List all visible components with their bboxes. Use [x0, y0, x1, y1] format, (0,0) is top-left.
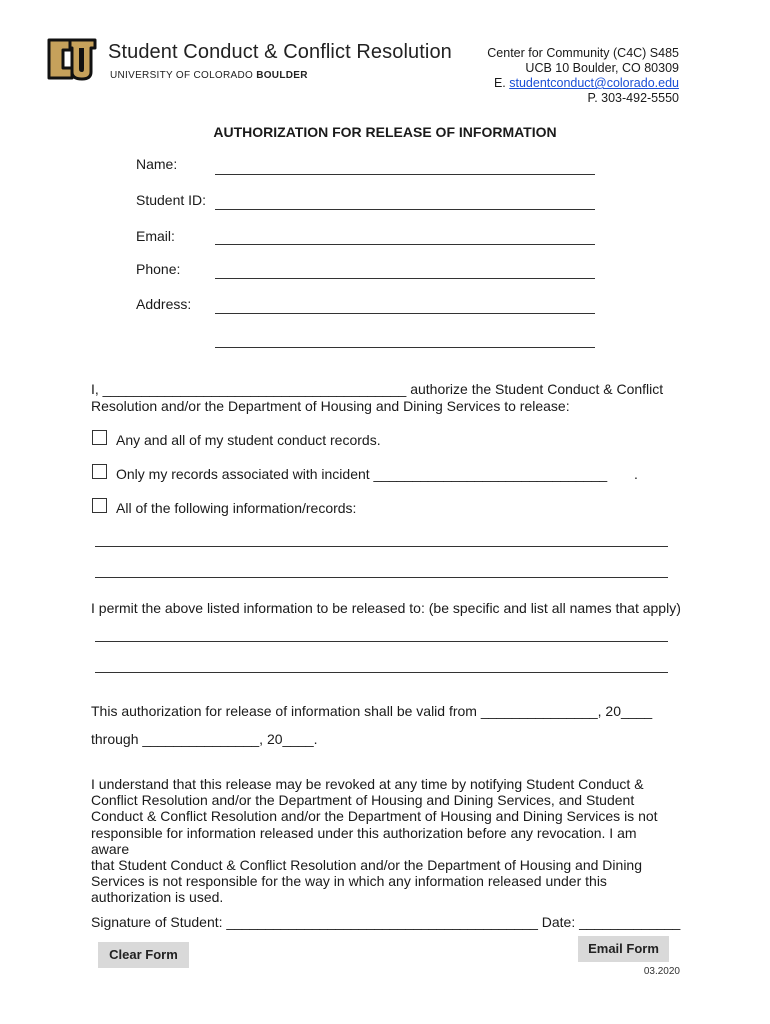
contact-block: Center for Community (C4C) S485 UCB 10 Boulder, CO 80309 E. studentconduct@colorado.edu P. 303-492-5550 [487, 46, 679, 105]
address-label: Address: [136, 296, 192, 312]
revocation-line: Conflict Resolution and/or the Department of Housing and Dining Services, and Student [91, 792, 635, 809]
student-id-field[interactable] [215, 209, 595, 210]
phone-label: Phone: [136, 261, 181, 277]
revocation-line: I understand that this release may be revoked at any time by notifying Student Conduct & [91, 776, 644, 792]
records-field-line1[interactable] [95, 546, 668, 547]
university-name: UNIVERSITY OF COLORADO BOULDER [110, 70, 308, 81]
all-records-checkbox[interactable] [92, 430, 107, 445]
revocation-line: authorization is used. [91, 889, 224, 906]
authorize-text-line2: Resolution and/or the Department of Housing and Dining Services to release: [91, 398, 570, 414]
recipients-field-line2[interactable] [95, 672, 668, 673]
address-field-line2[interactable] [215, 347, 595, 348]
student-id-label: Student ID: [136, 192, 207, 208]
contact-address-line1: Center for Community (C4C) S485 [487, 46, 679, 60]
revocation-line: responsible for information released under this authorization before any revocation. I am aware [91, 824, 637, 857]
incident-records-checkbox[interactable] [92, 464, 107, 479]
clear-form-button[interactable]: Clear Form [98, 942, 189, 968]
following-records-checkbox[interactable] [92, 498, 107, 513]
name-field[interactable] [215, 174, 595, 175]
department-name: Student Conduct & Conflict Resolution [108, 41, 452, 63]
form-version: 03.2020 [643, 966, 680, 977]
all-records-label: Any and all of my student conduct records. [116, 432, 381, 448]
authorize-text-line1: I, _______________________________________ authorize the Student Conduct & Conflict [91, 381, 664, 397]
incident-period: . [634, 466, 638, 482]
address-field-line1[interactable] [215, 313, 595, 314]
valid-from-text: This authorization for release of information shall be valid from _______________, 20____ [91, 703, 653, 719]
contact-address-line2: UCB 10 Boulder, CO 80309 [525, 61, 679, 75]
email-label: Email: [136, 228, 175, 244]
recipients-field-line1[interactable] [95, 641, 668, 642]
form-title: AUTHORIZATION FOR RELEASE OF INFORMATION [213, 124, 557, 140]
permit-text: I permit the above listed information to be released to: (be specific and list all names that apply) [91, 600, 681, 616]
valid-through-text: through _______________, 20____. [91, 731, 318, 747]
following-records-label: All of the following information/records: [116, 500, 357, 516]
revocation-line: Services is not responsible for the way in which any information released under this [91, 873, 607, 890]
incident-records-label: Only my records associated with incident ______________________________ [116, 466, 608, 482]
contact-phone: P. 303-492-5550 [587, 91, 679, 105]
revocation-paragraph [91, 776, 671, 906]
phone-field[interactable] [215, 278, 595, 279]
name-label: Name: [136, 156, 178, 172]
revocation-line: that Student Conduct & Conflict Resolution and/or the Department of Housing and Dining [91, 857, 642, 874]
signature-date-line[interactable]: Signature of Student: ________________________________________ Date: _____________ [91, 914, 681, 930]
revocation-line: Conduct & Conflict Resolution and/or the Department of Housing and Dining Services is not [91, 808, 658, 825]
records-field-line2[interactable] [95, 577, 668, 578]
email-form-button[interactable]: Email Form [578, 936, 669, 962]
cu-logo-icon [46, 34, 98, 82]
email-field[interactable] [215, 244, 595, 245]
email-link[interactable]: studentconduct@colorado.edu [509, 76, 679, 90]
